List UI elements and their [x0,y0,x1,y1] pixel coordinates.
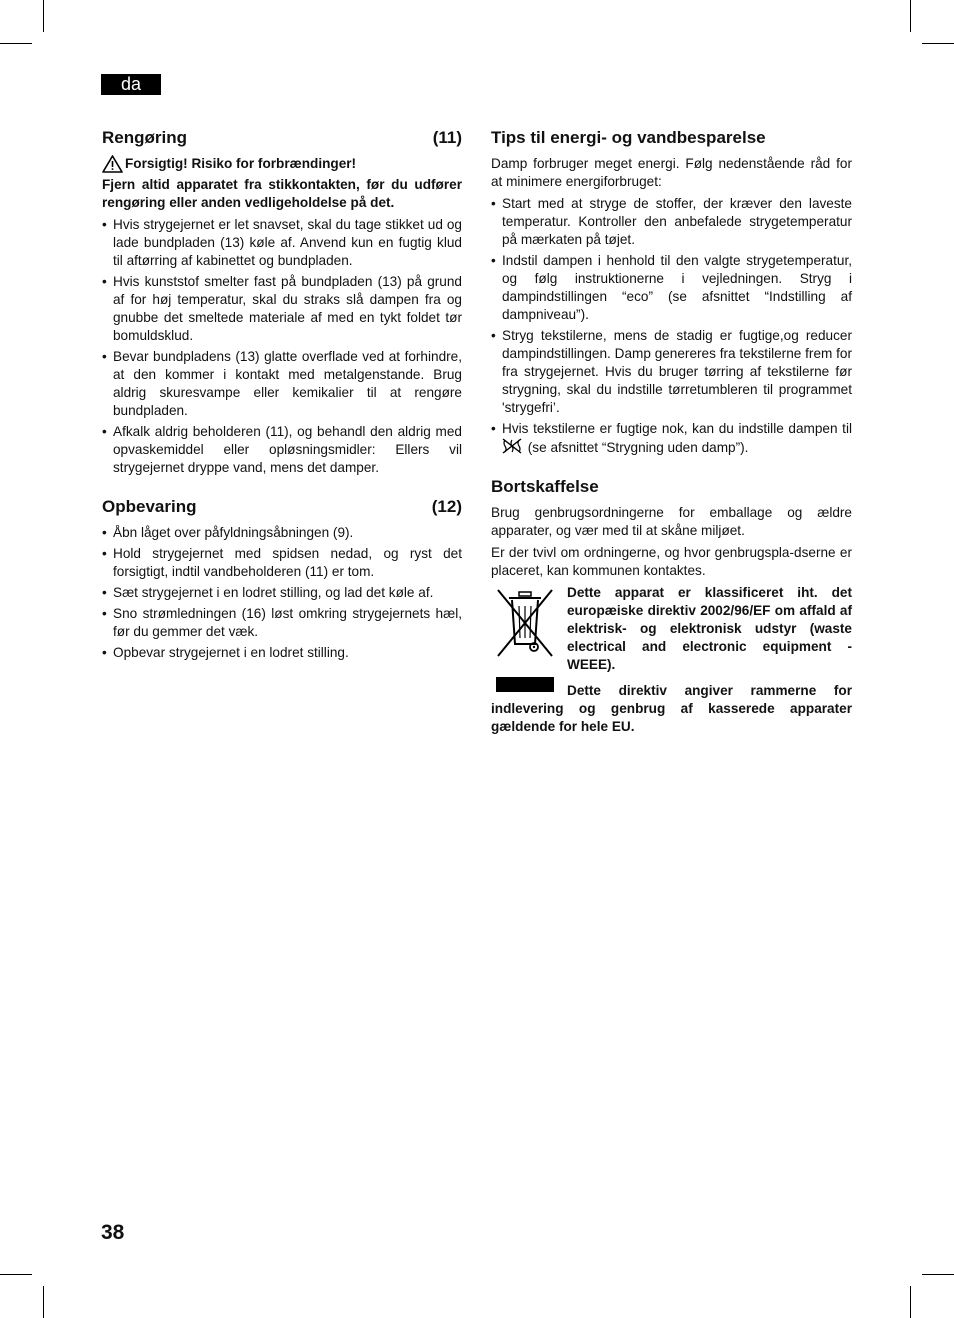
page-number: 38 [101,1221,125,1244]
crop-mark [43,0,44,32]
warning-icon [102,155,123,173]
tips-title: Tips til energi- og vandbesparelse [491,128,766,147]
cleaning-intro: Fjern altid apparatet fra stikkontakten, før du udfører rengøring eller anden vedligeholdelse på det. [102,177,462,210]
list-item: • Hold strygejernet med spidsen nedad, og ryst det forsigtigt, indtil vandbeholderen (11) er tom. [102,545,462,581]
list-item: • Indstil dampen i henhold til den valgte strygetemperatur, og følg instruktionerne i vejledningen. Stryg i dampindstillingen “eco” (se afsnittet “Indstilling af dampniveau”). [491,252,852,324]
crop-mark [910,1286,911,1318]
language-tab: da [101,74,161,95]
tips-heading [491,127,852,149]
tips-intro: Damp forbruger meget energi. Følg nedenstående råd for at minimere energiforbruget: [491,156,852,189]
cleaning-title: Rengøring [102,128,187,147]
warning-text: Forsigtig! Risiko for forbrændinger! [125,156,357,171]
list-item: • Åbn låget over påfyldningsåbningen (9). [102,524,462,542]
cleaning-heading [102,127,462,149]
list-item [491,420,852,457]
crop-mark [910,0,911,32]
list-item: • Bevar bundpladens (13) glatte overflade ved at forhindre, at den kommer i kontakt med metalgenstande. Brug aldrig skuresvampe eller kemikalier til at rengøre bundpladen. [102,348,462,420]
list-item: • Stryg tekstilerne, mens de stadig er fugtige,og reducer dampindstillingen. Damp genereres fra tekstilerne frem for fra strygejernet. Hvis du bruger tørring af tekstilerne før strygning, skal du indstille tørretumbleren til programmet 'strygefri’. [491,327,852,417]
crop-mark [0,43,32,44]
weee-symbol [493,586,557,686]
directive-text: Dette direktiv angiver rammerne for indlevering og genbrug af kasserede apparater gældende for hele EU. [491,683,852,734]
storage-list [102,524,462,662]
no-steam-icon [502,438,522,454]
list-item: • Afkalk aldrig beholderen (11), og behandl den aldrig med opvaskemiddel eller opløsningsmidler: Ellers vil strygejernet dryppe vand, mens det damper. [102,423,462,477]
cleaning-list [102,216,462,477]
left-column [102,127,462,665]
crop-mark [922,1274,954,1275]
storage-heading [102,496,462,518]
weee-text: Dette apparat er klassificeret iht. det europæiske direktiv 2002/96/EF om affald af elektrisk- og elektronisk udstyr (waste electrical and electronic equipment - WEEE). [567,585,852,672]
weee-bar [496,677,554,692]
storage-number: (12) [431,497,462,516]
right-column [491,127,852,740]
list-item: • Start med at stryge de stoffer, der kræver den laveste temperatur. Kontroller den anbefalede strygetemperatur på mærkaten på tøjet. [491,195,852,249]
list-item: • Hvis kunststof smelter fast på bundpladen (13) på grund af for høj temperatur, skal du straks slå dampen fra og gnubbe det smeltede materiale af med en tykt foldet tør bomuldsklud. [102,273,462,345]
weee-block [491,584,852,736]
disposal-paragraph: Er der tvivl om ordningerne, og hvor genbrugspla-dserne er placeret, kan kommunen kontaktes. [491,545,852,578]
list-item: • Hvis strygejernet er let snavset, skal du tage stikket ud og lade bundpladen (13) køle af. Anvend kun en fugtig klud til aftørring af kabinettet og bundpladen. [102,216,462,270]
disposal-heading [491,476,852,498]
storage-title: Opbevaring [102,497,197,516]
tip-text-after: (se afsnittet “Strygning uden damp”). [527,440,749,455]
disposal-title: Bortskaffelse [491,477,599,496]
burn-warning [102,155,462,173]
disposal-paragraph: Brug genbrugsordningerne for emballage og ældre apparater, og vær med til at skåne miljøet. [491,505,852,538]
list-item: • Opbevar strygejernet i en lodret stilling. [102,644,462,662]
crop-mark [922,43,954,44]
list-item: • Sno strømledningen (16) løst omkring strygejernets hæl, før du gemmer det væk. [102,605,462,641]
crossed-out-bin-icon [493,586,557,662]
crop-mark [0,1274,32,1275]
tips-list [491,195,852,457]
crop-mark [43,1286,44,1318]
list-item: • Sæt strygejernet i en lodret stilling, og lad det køle af. [102,584,462,602]
tip-text-before: Hvis tekstilerne er fugtige nok, kan du indstille dampen til [502,421,852,436]
cleaning-number: (11) [432,128,462,147]
